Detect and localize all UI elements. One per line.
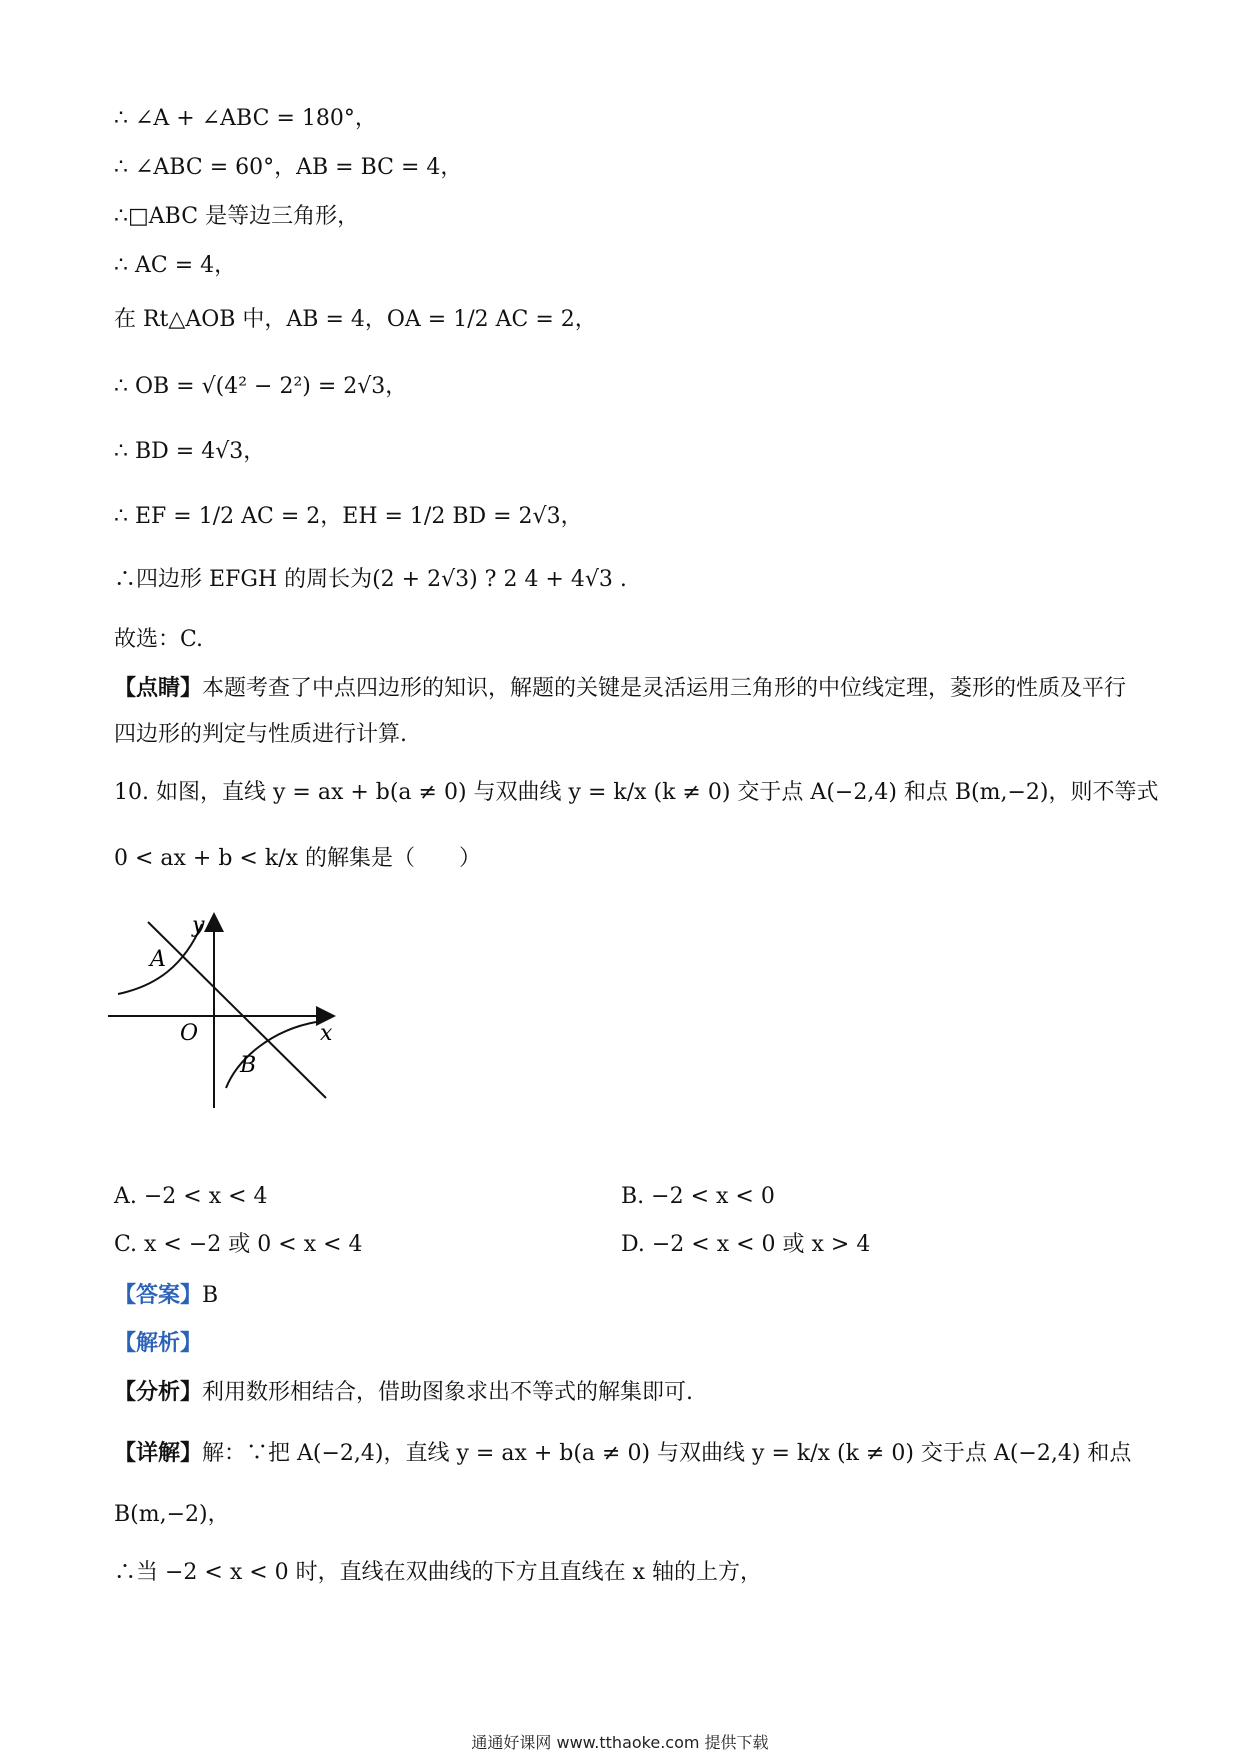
proof-line-8: ∴ EF = 1/2 AC = 2，EH = 1/2 BD = 2√3， — [114, 504, 583, 529]
fenxi-line — [114, 1377, 1130, 1408]
proof-line-6: ∴ OB = √(4² − 2²) = 2√3， — [114, 374, 408, 399]
proof-line-7: ∴ BD = 4√3， — [114, 439, 266, 464]
label-point-a: A — [150, 947, 166, 972]
question-10-line-2: 0 < ax + b < k/x 的解集是（ ） — [114, 846, 482, 871]
proof-conclusion: 故选：C. — [114, 627, 204, 652]
comment-tag: 【点睛】 — [114, 675, 203, 701]
question-10-line-1: 10. 如图，直线 y = ax + b(a ≠ 0) 与双曲线 y = k/x (k ≠ 0) 交于点 A(−2,4) 和点 B(m,−2)，则不等式 — [114, 780, 1159, 805]
proof-line-3: ∴□ABC 是等边三角形， — [114, 204, 360, 229]
label-origin: O — [180, 1021, 199, 1046]
proof-line-1: ∴ ∠A + ∠ABC = 180°， — [114, 106, 377, 131]
detail-text: 解：∵把 A(−2,4)，直线 y = ax + b(a ≠ 0) 与双曲线 y = k/x (k ≠ 0) 交于点 A(−2,4) 和点 — [202, 1441, 1132, 1466]
answer-line — [114, 1280, 1130, 1311]
proof-line-2: ∴ ∠ABC = 60°，AB = BC = 4， — [114, 155, 463, 180]
option-b: B. −2 < x < 0 — [621, 1184, 775, 1209]
option-d: D. −2 < x < 0 或 x > 4 — [621, 1232, 871, 1257]
label-point-b: B — [240, 1053, 257, 1078]
question-figure — [108, 906, 342, 1112]
answer-tag: 【答案】 — [114, 1282, 203, 1308]
comment-paragraph — [114, 665, 1130, 758]
analysis-heading — [114, 1328, 1130, 1359]
proof-line-4: ∴ AC = 4， — [114, 253, 237, 278]
proof-line-5: 在 Rt△AOB 中，AB = 4，OA = 1/2 AC = 2， — [114, 307, 597, 332]
detail-tag: 【详解】 — [114, 1440, 203, 1466]
proof-line-9: ∴四边形 EFGH 的周长为(2 + 2√3) ? 2 4 + 4√3 . — [114, 567, 627, 592]
label-x: x — [320, 1021, 333, 1046]
page-footer: 通通好课网 www.tthaoke.com 提供下载 — [471, 1733, 769, 1752]
detail-line-2: B(m,−2)， — [114, 1502, 230, 1527]
option-a: A. −2 < x < 4 — [114, 1184, 268, 1209]
fenxi-tag: 【分析】 — [114, 1379, 203, 1405]
fenxi-text: 利用数形相结合，借助图象求出不等式的解集即可. — [202, 1380, 694, 1405]
analysis-tag: 【解析】 — [114, 1330, 203, 1356]
detail-line-1 — [114, 1438, 1130, 1469]
label-y: y — [192, 913, 205, 938]
detail-line-3: ∴当 −2 < x < 0 时，直线在双曲线的下方且直线在 x 轴的上方， — [114, 1560, 763, 1585]
comment-text: 本题考查了中点四边形的知识，解题的关键是灵活运用三角形的中位线定理，菱形的性质及平行四边形的判定与性质进行计算. — [114, 676, 1127, 747]
option-c: C. x < −2 或 0 < x < 4 — [114, 1232, 363, 1257]
answer-value: B — [202, 1283, 219, 1308]
line-graph — [148, 922, 326, 1098]
